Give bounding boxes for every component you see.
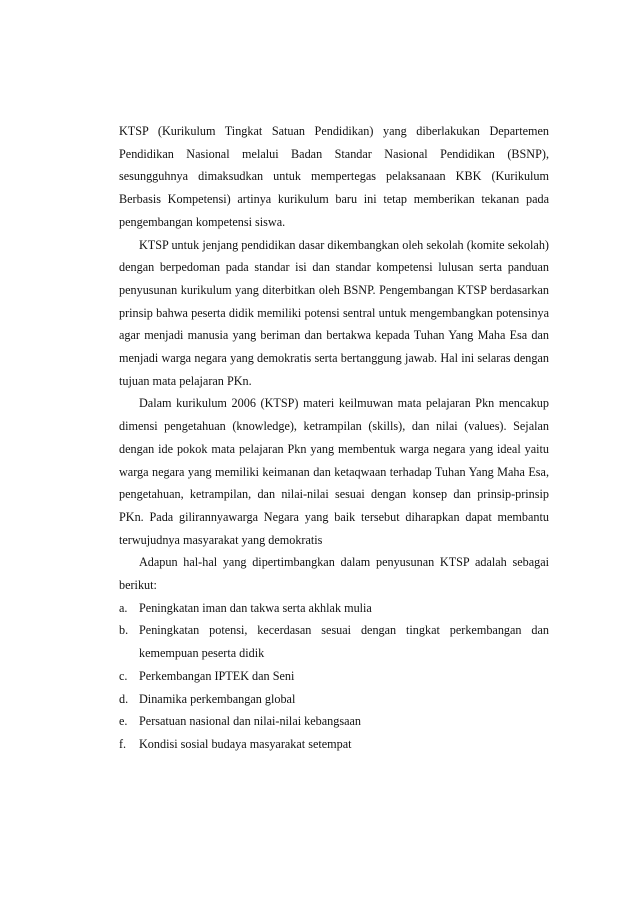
list-marker: b. <box>119 623 129 638</box>
considerations-list <box>119 597 549 756</box>
list-item <box>119 619 549 664</box>
list-item <box>119 665 549 688</box>
list-marker: d. <box>119 691 129 706</box>
paragraph-ktsp-development: KTSP untuk jenjang pendidikan dasar dikembangkan oleh sekolah (komite sekolah) dengan berpedoman pada standar isi dan standar kompetensi lulusan serta panduan penyusunan kurikulum yang diterbitkan oleh BSNP. Pengembangan KTSP berdasarkan prinsip bahwa peserta didik memiliki potensi sentral untuk mengembangkan potensinya agar menjadi manusia yang beriman dan bertakwa kepada Tuhan Yang Maha Esa dan menjadi warga negara yang demokratis serta bertanggung jawab. Hal ini selaras dengan tujuan mata pelajaran PKn. <box>119 237 549 388</box>
list-item-text: Perkembangan IPTEK dan Seni <box>139 668 295 683</box>
list-marker: f. <box>119 736 127 751</box>
paragraph-curriculum-2006: Dalam kurikulum 2006 (KTSP) materi keilmuwan mata pelajaran Pkn mencakup dimensi pengetahuan (knowledge), ketrampilan (skills), dan nilai (values). Sejalan dengan ide pokok mata pelajaran Pkn yang membentuk warga negara yang ideal yaitu warga negara yang memiliki keimanan dan ketaqwaan terhadap Tuhan Yang Maha Esa, pengetahuan, ketrampilan, dan nilai-nilai sesuai dengan konsep dan prinsip-prinsip PKn. Pada gilirannyawarga Negara yang baik tersebut diharapkan dapat membantu terwujudnya masyarakat yang demokratis <box>119 396 549 547</box>
list-item <box>119 733 549 756</box>
list-item-text: Kondisi sosial budaya masyarakat setempat <box>139 736 352 751</box>
list-marker: e. <box>119 714 128 729</box>
document-page <box>119 120 549 756</box>
paragraph-ktsp-intro: KTSP (Kurikulum Tingkat Satuan Pendidikan) yang diberlakukan Departemen Pendidikan Nasional melalui Badan Standar Nasional Pendidikan (BSNP), sesungguhnya dimaksudkan untuk mempertegas pelaksanaan KBK (Kurikulum Berbasis Kompetensi) artinya kurikulum baru ini tetap memberikan tekanan pada pengembangan kompetensi siswa. <box>119 124 549 229</box>
list-item-text: Dinamika perkembangan global <box>139 691 296 706</box>
list-item-text: Persatuan nasional dan nilai-nilai kebangsaan <box>139 714 362 729</box>
list-item <box>119 688 549 711</box>
list-marker: c. <box>119 668 128 683</box>
paragraph-considerations: Adapun hal-hal yang dipertimbangkan dalam penyusunan KTSP adalah sebagai berikut: <box>119 555 549 593</box>
list-item-text: Peningkatan iman dan takwa serta akhlak mulia <box>139 600 372 615</box>
list-item <box>119 710 549 733</box>
list-marker: a. <box>119 600 128 615</box>
list-item-text: Peningkatan potensi, kecerdasan sesuai dengan tingkat perkembangan dan kemempuan peserta didik <box>139 623 549 661</box>
list-item <box>119 597 549 620</box>
